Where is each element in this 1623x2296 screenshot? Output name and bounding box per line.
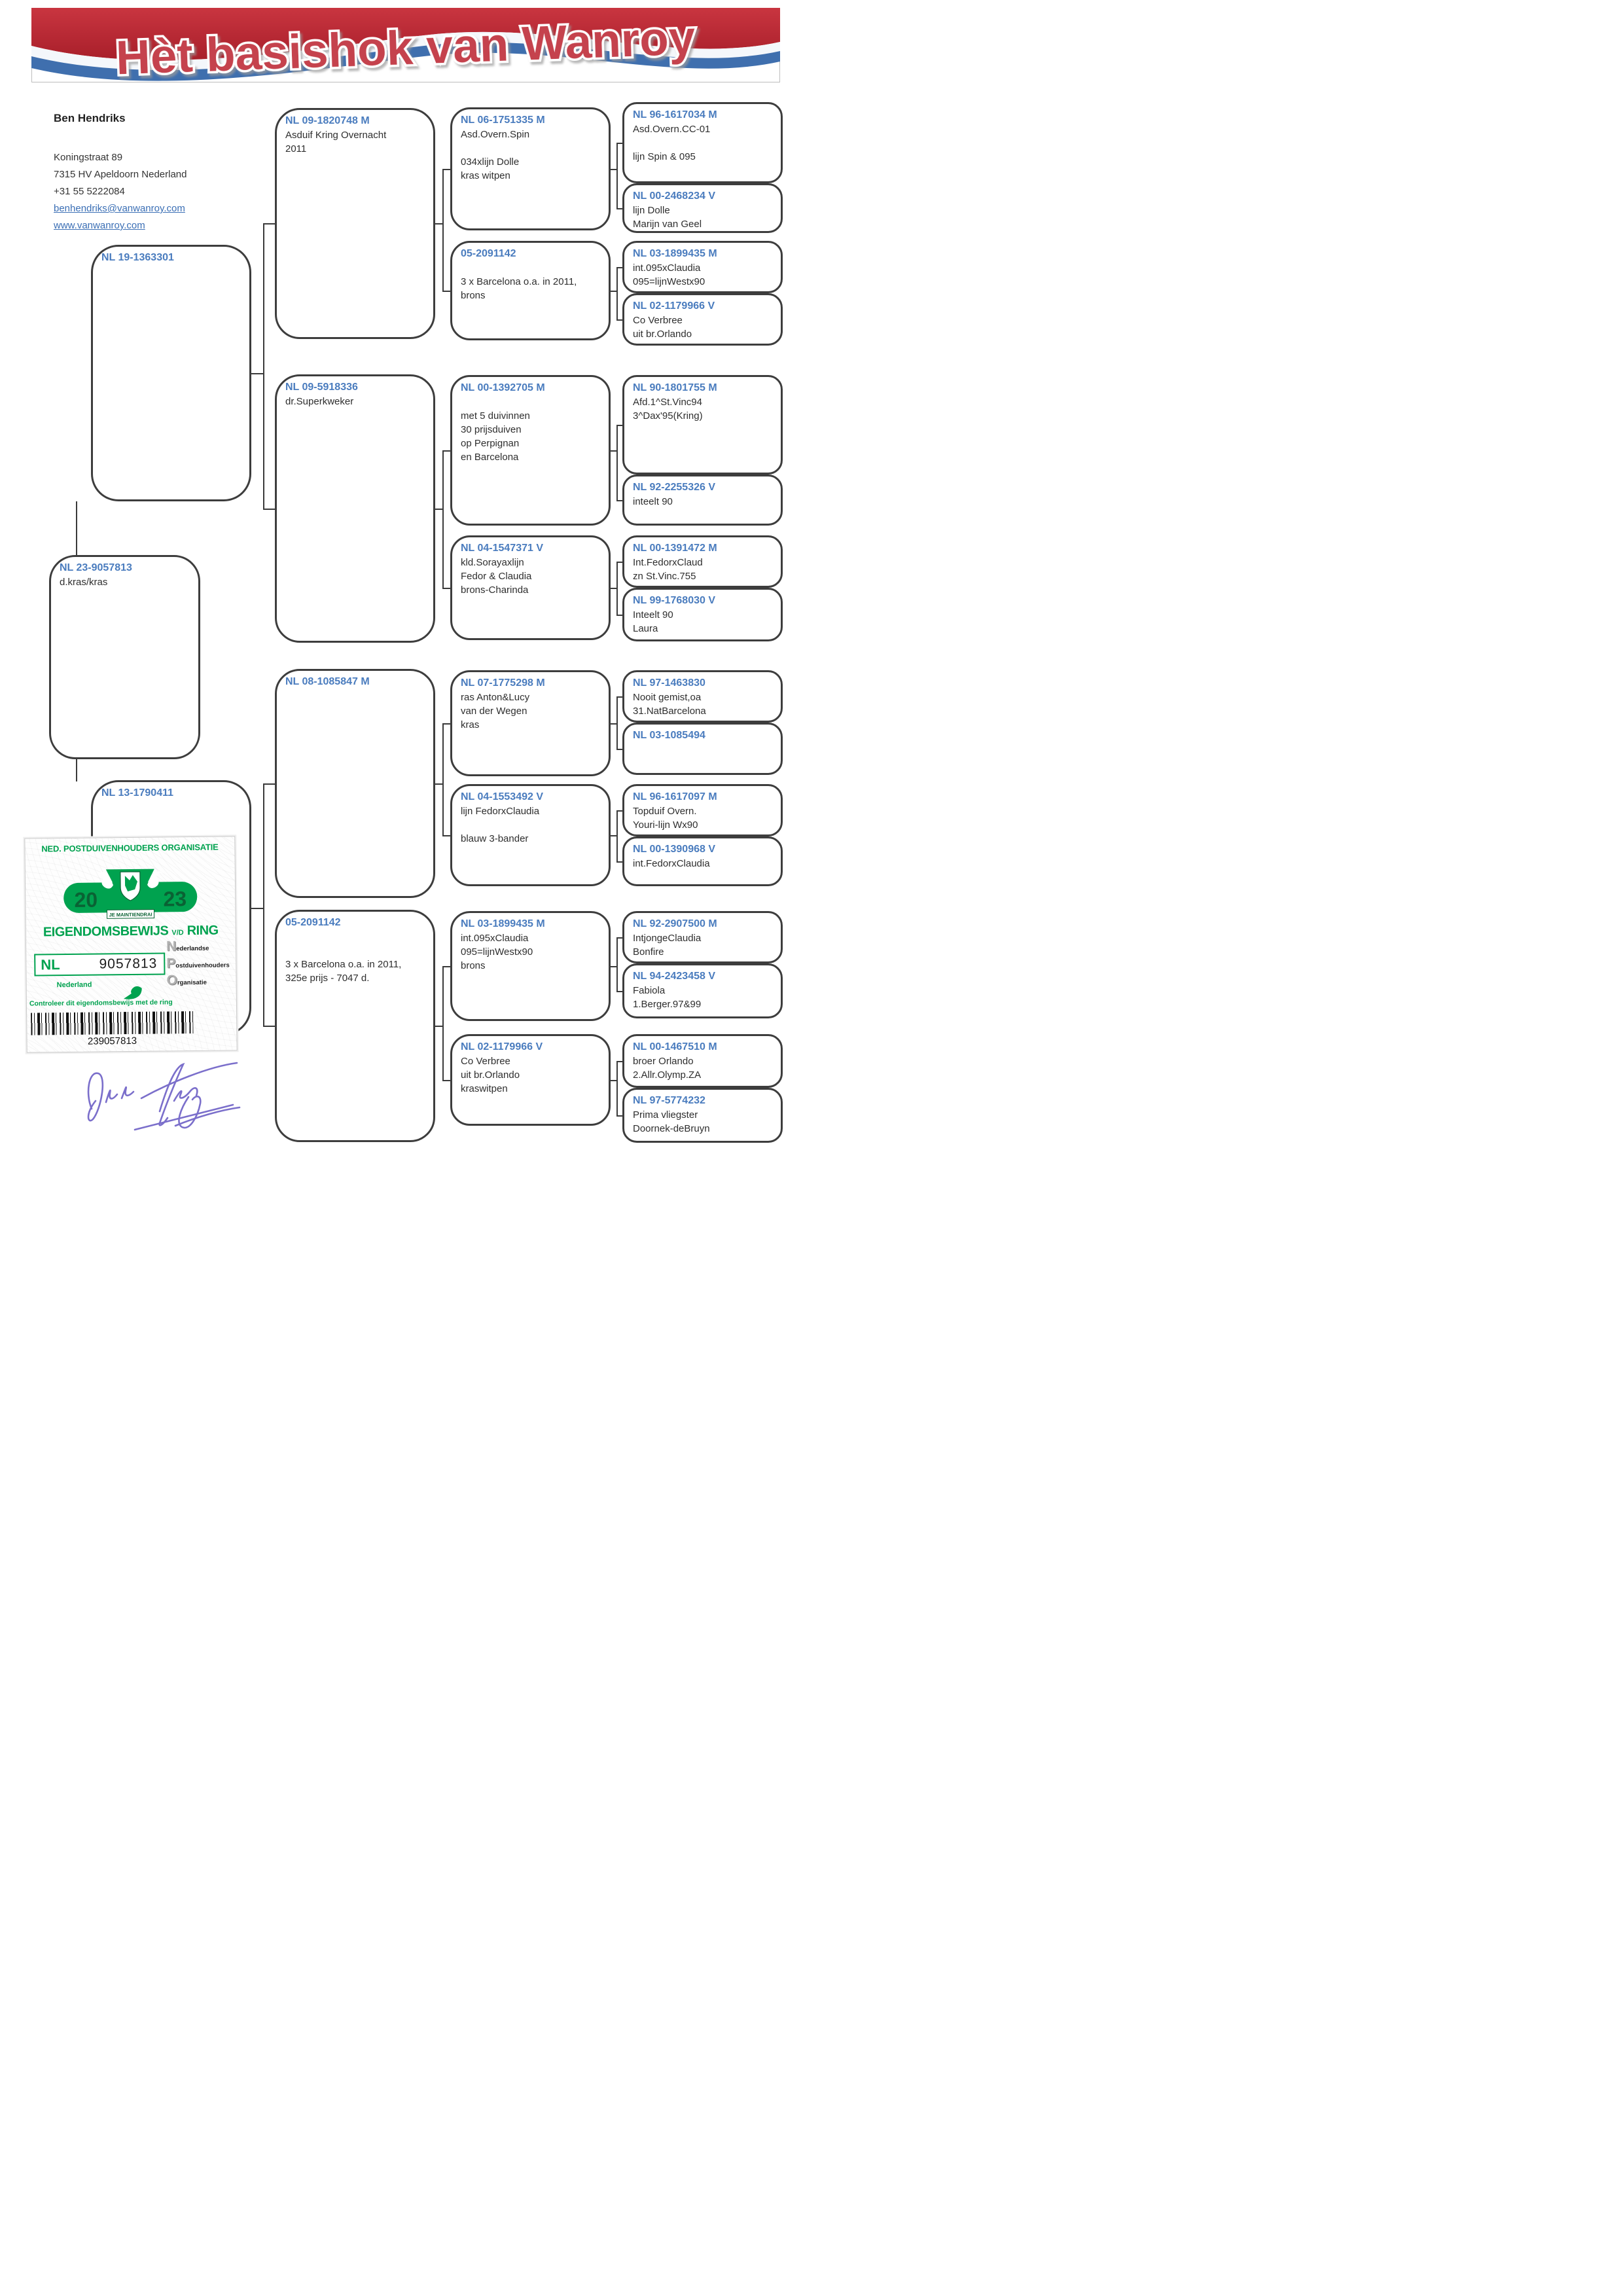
- signature: [72, 1046, 255, 1138]
- pedigree-box: [622, 375, 783, 475]
- pedigree-line: int.095xClaudia: [633, 262, 701, 274]
- certificate-ring-number: 9057813: [99, 956, 158, 972]
- connector-stub: [616, 615, 622, 616]
- barcode: [31, 1011, 193, 1035]
- connector-line: [616, 425, 618, 500]
- pedigree-line: Prima vliegster: [633, 1109, 698, 1121]
- pedigree-line: 3 x Barcelona o.a. in 2011,: [285, 959, 402, 970]
- ring-number: NL 09-5918336: [285, 382, 358, 393]
- pedigree-line: Laura: [633, 623, 658, 634]
- pedigree-box: [91, 245, 251, 501]
- owner-phone: +31 55 5222084: [54, 186, 125, 197]
- header-banner: [31, 8, 780, 82]
- owner-block: [54, 110, 250, 234]
- pedigree-box: [622, 293, 783, 346]
- ring-number: NL 00-1391472 M: [633, 543, 717, 554]
- pedigree-line: [461, 818, 600, 832]
- connector-line: [263, 223, 264, 509]
- pedigree-line: int.FedorxClaudia: [633, 858, 710, 869]
- ring-number: NL 03-1899435 M: [633, 248, 717, 259]
- ring-number: NL 08-1085847 M: [285, 676, 370, 687]
- connector-stub: [611, 588, 616, 589]
- year-right: 23: [163, 887, 187, 911]
- connector-stub: [616, 208, 622, 209]
- pedigree-box: [622, 911, 783, 963]
- ring-number: NL 13-1790411: [101, 787, 174, 798]
- connector-line: [616, 810, 618, 861]
- pedigree-box: [450, 241, 611, 340]
- connector-stub: [611, 1080, 616, 1081]
- ring-number: NL 23-9057813: [60, 562, 132, 573]
- pedigree-line: 30 prijsduiven: [461, 424, 522, 435]
- connector-stub: [616, 562, 622, 563]
- pedigree-line: en Barcelona: [461, 452, 519, 463]
- connector-line: [616, 1061, 618, 1115]
- pedigree-line: Fabiola: [633, 985, 666, 996]
- pedigree-line: inteelt 90: [633, 496, 673, 507]
- connector-line: [616, 562, 618, 615]
- pedigree-line: [633, 136, 772, 150]
- npo-year-emblem: [52, 866, 209, 923]
- npo-rest-o: rganisatie: [177, 978, 207, 987]
- npo-acronym-block: [166, 939, 236, 990]
- connector-stub: [435, 783, 442, 785]
- connector-stub: [616, 749, 622, 750]
- ring-number: NL 02-1179966 V: [461, 1041, 543, 1052]
- country-code: NL: [41, 956, 60, 973]
- pedigree-box: [275, 108, 435, 339]
- pedigree-line: Co Verbree: [461, 1056, 510, 1067]
- connector-stub: [616, 937, 622, 939]
- pedigree-box: [450, 375, 611, 526]
- connector-stub: [442, 1080, 450, 1081]
- pedigree-box: [275, 910, 435, 1142]
- pedigree-box: [622, 670, 783, 723]
- connector-line: [442, 169, 444, 291]
- pedigree-line: Bonfire: [633, 946, 664, 958]
- connector-stub: [442, 966, 450, 967]
- pedigree-line: Marijn van Geel: [633, 219, 702, 230]
- pedigree-box: [622, 102, 783, 183]
- pedigree-line: Asd.Overn.Spin: [461, 129, 530, 140]
- owner-name: Ben Hendriks: [54, 112, 126, 124]
- pedigree-line: int.095xClaudia: [461, 933, 529, 944]
- owner-address2: 7315 HV Apeldoorn Nederland: [54, 169, 187, 180]
- ring-number: 05-2091142: [285, 917, 341, 928]
- pedigree-line: 3^Dax'95(Kring): [633, 410, 703, 422]
- pedigree-box: [49, 555, 200, 759]
- pedigree-line: lijn Spin & 095: [633, 151, 696, 162]
- pedigree-line: d.kras/kras: [60, 577, 108, 588]
- connector-stub: [435, 223, 442, 224]
- pedigree-line: Inteelt 90: [633, 609, 673, 620]
- pedigree-line: brons-Charinda: [461, 584, 529, 596]
- npo-rest-p: ostduivenhouders: [175, 961, 230, 970]
- ring-number: 05-2091142: [461, 248, 516, 259]
- ring-number: NL 03-1085494: [633, 730, 705, 741]
- country-label: Nederland: [56, 980, 92, 990]
- pedigree-line: [461, 395, 600, 409]
- connector-stub: [442, 450, 450, 452]
- ownership-certificate: [24, 836, 237, 1052]
- connector-stub: [611, 169, 616, 170]
- pedigree-box: [622, 588, 783, 641]
- pedigree-line: 034xlijn Dolle: [461, 156, 520, 168]
- pedigree-box: [622, 535, 783, 588]
- pedigree-line: Nooit gemist,oa: [633, 692, 702, 703]
- connector-line: [616, 937, 618, 991]
- connector-line: [442, 723, 444, 835]
- pedigree-box: [275, 374, 435, 643]
- ring-number: NL 00-1392705 M: [461, 382, 545, 393]
- pedigree-line: [461, 261, 600, 275]
- pedigree-box: [450, 784, 611, 886]
- connector-line: [616, 143, 618, 208]
- certificate-title-main: EIGENDOMSBEWIJS: [43, 924, 169, 940]
- ring-number: NL 96-1617034 M: [633, 109, 717, 120]
- ring-number: NL 90-1801755 M: [633, 382, 717, 393]
- ring-number: NL 99-1768030 V: [633, 595, 716, 606]
- pedigree-page: [0, 0, 812, 1148]
- connector-line: [616, 267, 618, 319]
- ring-number: NL 09-1820748 M: [285, 115, 370, 126]
- pedigree-box: [622, 836, 783, 886]
- connector-stub: [442, 291, 450, 292]
- connector-stub: [616, 500, 622, 501]
- ring-number-box: [34, 952, 165, 976]
- pedigree-line: Fedor & Claudia: [461, 571, 532, 582]
- pedigree-line: broer Orlando: [633, 1056, 694, 1067]
- pedigree-line: Doornek-deBruyn: [633, 1123, 710, 1134]
- pedigree-line: ras Anton&Lucy: [461, 692, 530, 703]
- pedigree-line: Int.FedorxClaud: [633, 557, 703, 568]
- barcode-number: 239057813: [87, 1035, 137, 1047]
- pedigree-line: Afd.1^St.Vinc94: [633, 397, 702, 408]
- certificate-footer-note: Controleer dit eigendomsbewijs met de ring: [29, 998, 173, 1008]
- ring-number: NL 19-1363301: [101, 252, 174, 263]
- pedigree-line: kras: [461, 719, 480, 730]
- pedigree-line: kld.Sorayaxlijn: [461, 557, 524, 568]
- pedigree-box: [450, 107, 611, 230]
- certificate-title: [26, 923, 236, 940]
- ring-number: NL 07-1775298 M: [461, 677, 545, 689]
- connector-stub: [616, 1061, 622, 1062]
- connector-stub: [611, 966, 616, 967]
- pedigree-box: [450, 911, 611, 1021]
- ring-number: NL 92-2255326 V: [633, 482, 716, 493]
- pedigree-line: 325e prijs - 7047 d.: [285, 973, 370, 984]
- ring-number: NL 03-1899435 M: [461, 918, 545, 929]
- certificate-title-mid: V/D: [171, 929, 184, 937]
- connector-stub: [611, 723, 616, 725]
- ring-number: NL 00-1467510 M: [633, 1041, 717, 1052]
- ring-number: NL 96-1617097 M: [633, 791, 717, 802]
- connector-stub: [616, 991, 622, 992]
- pedigree-line: brons: [461, 960, 486, 971]
- pedigree-line: zn St.Vinc.755: [633, 571, 696, 582]
- pedigree-line: uit br.Orlando: [461, 1069, 520, 1081]
- connector-stub: [442, 169, 450, 170]
- pedigree-box: [622, 183, 783, 233]
- pedigree-line: blauw 3-bander: [461, 833, 529, 844]
- connector-stub: [616, 810, 622, 812]
- connector-stub: [616, 319, 622, 321]
- pedigree-line: op Perpignan: [461, 438, 520, 449]
- pedigree-line: 095=lijnWestx90: [461, 946, 533, 958]
- connector-stub: [263, 1026, 275, 1027]
- connector-line: [263, 783, 264, 1026]
- pedigree-line: Co Verbree: [633, 315, 683, 326]
- pedigree-line: [285, 930, 425, 944]
- owner-website-link[interactable]: www.vanwanroy.com: [54, 220, 145, 231]
- ring-number: NL 97-5774232: [633, 1095, 705, 1106]
- connector-stub: [435, 509, 442, 510]
- owner-address1: Koningstraat 89: [54, 152, 123, 163]
- ring-number: NL 94-2423458 V: [633, 971, 716, 982]
- connector-line: [442, 966, 444, 1080]
- connector-stub: [442, 835, 450, 836]
- connector-stub: [616, 267, 622, 268]
- certificate-title-end: RING: [187, 923, 219, 939]
- pedigree-box: [450, 535, 611, 640]
- pedigree-box: [622, 1034, 783, 1088]
- pedigree-line: IntjongeClaudia: [633, 933, 702, 944]
- ring-number: NL 02-1179966 V: [633, 300, 715, 312]
- connector-stub: [251, 373, 263, 374]
- certificate-org-title: NED. POSTDUIVENHOUDERS ORGANISATIE: [41, 842, 219, 854]
- year-left: 20: [74, 888, 98, 912]
- connector-stub: [616, 861, 622, 863]
- connector-stub: [435, 1026, 442, 1027]
- pedigree-line: met 5 duivinnen: [461, 410, 530, 422]
- pedigree-line: kras witpen: [461, 170, 510, 181]
- connector-stub: [263, 783, 275, 785]
- connector-stub: [442, 723, 450, 725]
- npo-letter-o: O: [166, 973, 178, 988]
- connector-stub: [263, 223, 275, 224]
- pedigree-line: brons: [461, 290, 486, 301]
- npo-letter-p: P: [166, 956, 176, 971]
- connector-line: [616, 696, 618, 749]
- pedigree-line: Asd.Overn.CC-01: [633, 124, 711, 135]
- pedigree-box: [450, 670, 611, 776]
- connector-stub: [251, 908, 263, 909]
- pedigree-line: 095=lijnWestx90: [633, 276, 705, 287]
- pedigree-line: uit br.Orlando: [633, 329, 692, 340]
- pedigree-line: van der Wegen: [461, 706, 527, 717]
- connector-stub: [263, 509, 275, 510]
- pedigree-line: [461, 141, 600, 155]
- pedigree-box: [622, 1088, 783, 1143]
- pedigree-line: lijn Dolle: [633, 205, 670, 216]
- crest-motto: JE MAINTIENDRAI: [109, 911, 152, 918]
- ring-number: NL 06-1751335 M: [461, 115, 545, 126]
- connector-stub: [442, 588, 450, 589]
- ring-number: NL 00-2468234 V: [633, 190, 716, 202]
- pedigree-line: 2011: [285, 143, 307, 154]
- pedigree-box: [622, 241, 783, 293]
- npo-rest-n: ederlandse: [176, 944, 209, 953]
- connector-stub: [611, 291, 616, 292]
- pedigree-line: [285, 944, 425, 958]
- pedigree-box: [622, 963, 783, 1018]
- connector-stub: [616, 696, 622, 698]
- pedigree-box: [450, 1034, 611, 1126]
- pedigree-line: 1.Berger.97&99: [633, 999, 702, 1010]
- connector-stub: [616, 1115, 622, 1117]
- connector-stub: [616, 143, 622, 144]
- ring-number: NL 92-2907500 M: [633, 918, 717, 929]
- flag-banner-art: [31, 8, 780, 82]
- pedigree-line: Youri-lijn Wx90: [633, 819, 698, 831]
- pedigree-line: lijn FedorxClaudia: [461, 806, 540, 817]
- connector-stub: [616, 425, 622, 426]
- pedigree-line: 2.Allr.Olymp.ZA: [633, 1069, 702, 1081]
- pedigree-box: [275, 669, 435, 898]
- pedigree-box: [622, 723, 783, 775]
- pedigree-line: Topduif Overn.: [633, 806, 697, 817]
- connector-line: [442, 450, 444, 588]
- pedigree-box: [622, 784, 783, 836]
- connector-stub: [611, 835, 616, 836]
- ring-number: NL 97-1463830: [633, 677, 705, 689]
- pedigree-line: 3 x Barcelona o.a. in 2011,: [461, 276, 577, 287]
- pedigree-line: dr.Superkweker: [285, 396, 354, 407]
- ring-number: NL 04-1553492 V: [461, 791, 544, 802]
- ring-number: NL 00-1390968 V: [633, 844, 716, 855]
- pedigree-line: Asduif Kring Overnacht: [285, 130, 387, 141]
- pedigree-box: [622, 475, 783, 526]
- npo-letter-n: N: [166, 939, 177, 954]
- owner-email-link[interactable]: benhendriks@vanwanroy.com: [54, 203, 185, 214]
- page-title: Hèt basishok van Wanroy: [115, 11, 696, 82]
- ring-number: NL 04-1547371 V: [461, 543, 544, 554]
- connector-stub: [611, 450, 616, 452]
- pedigree-line: kraswitpen: [461, 1083, 508, 1094]
- pedigree-line: 31.NatBarcelona: [633, 706, 706, 717]
